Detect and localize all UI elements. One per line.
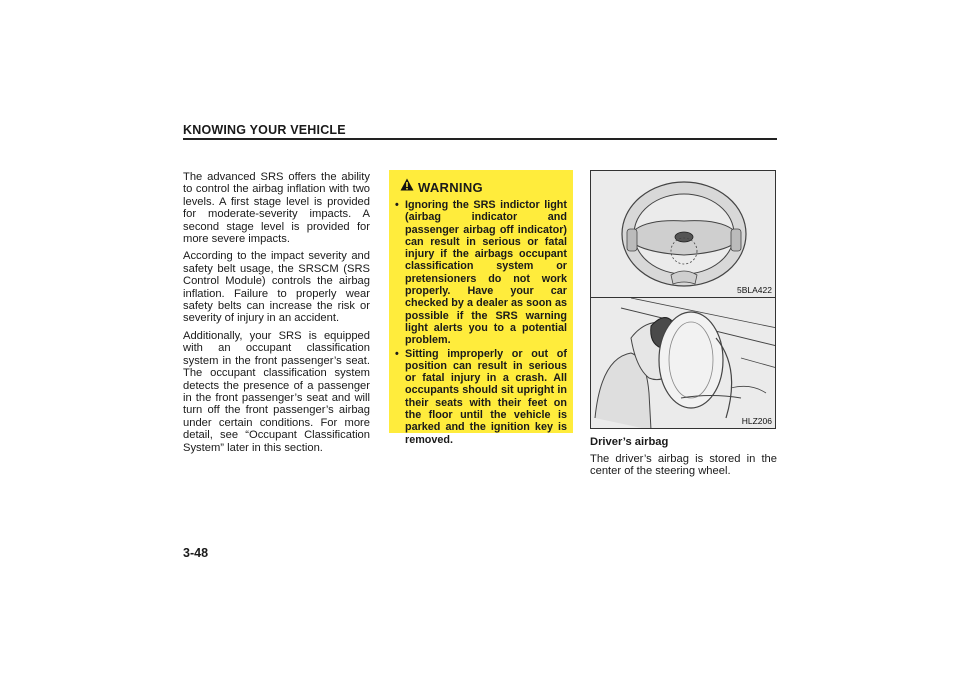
airbag-deployment-illustration [591, 298, 776, 429]
page-number: 3-48 [183, 546, 209, 560]
warning-box [389, 170, 573, 446]
drivers-airbag-text: The driver’s airbag is stored in the center of the steering wheel. [590, 453, 777, 478]
paragraph-3: Additionally, your SRS is equipped with an occupant classification system in the front passenger’s seat. The occupant classification system detects the presence of a passenger in the front passenger’s seat and will turn off the front passenger’s airbag under certain conditions. For more detail, see “Occupant Classification System” later in this section. [183, 329, 370, 454]
figure-code-1: 5BLA422 [737, 285, 772, 295]
steering-wheel-figure [590, 170, 776, 298]
drivers-airbag-heading: Driver’s airbag [590, 436, 669, 448]
warning-triangle-icon [400, 178, 414, 196]
warning-list [395, 199, 567, 446]
steering-wheel-illustration [591, 171, 776, 298]
warning-item-1: • Ignoring the SRS indictor light (airbag indicator and passenger airbag off indicator) can result in serious or fatal injury if the airbags occupant classification system or pretensioners do not work properly. Have your car checked by a dealer as soon as possible if the SRS warning light alerts you to a potential problem. [395, 199, 567, 347]
section-header: KNOWING YOUR VEHICLE [183, 123, 346, 137]
header-rule [183, 138, 777, 140]
warning-title: WARNING [418, 179, 483, 195]
figure-code-2: HLZ206 [741, 416, 772, 426]
paragraph-1: The advanced SRS offers the ability to control the airbag inflation with two levels. A first stage level is provided for moderate-severity impacts. A second stage level is provided for more severe impacts. [183, 171, 370, 246]
warning-header [400, 178, 567, 196]
warning-item-2: • Sitting improperly or out of position can result in serious or fatal injury in a crash. All occupants should sit upright in their seats with their feet on the floor until the vehicle is parked and the ignition key is removed. [395, 348, 567, 446]
intro-column [183, 171, 370, 459]
airbag-deployment-figure [590, 297, 776, 429]
paragraph-2: According to the impact severity and safety belt usage, the SRSCM (SRS Control Module) controls the airbag inflation. Failure to properly wear safety belts can increase the risk or severity of injury in an accident. [183, 250, 370, 325]
